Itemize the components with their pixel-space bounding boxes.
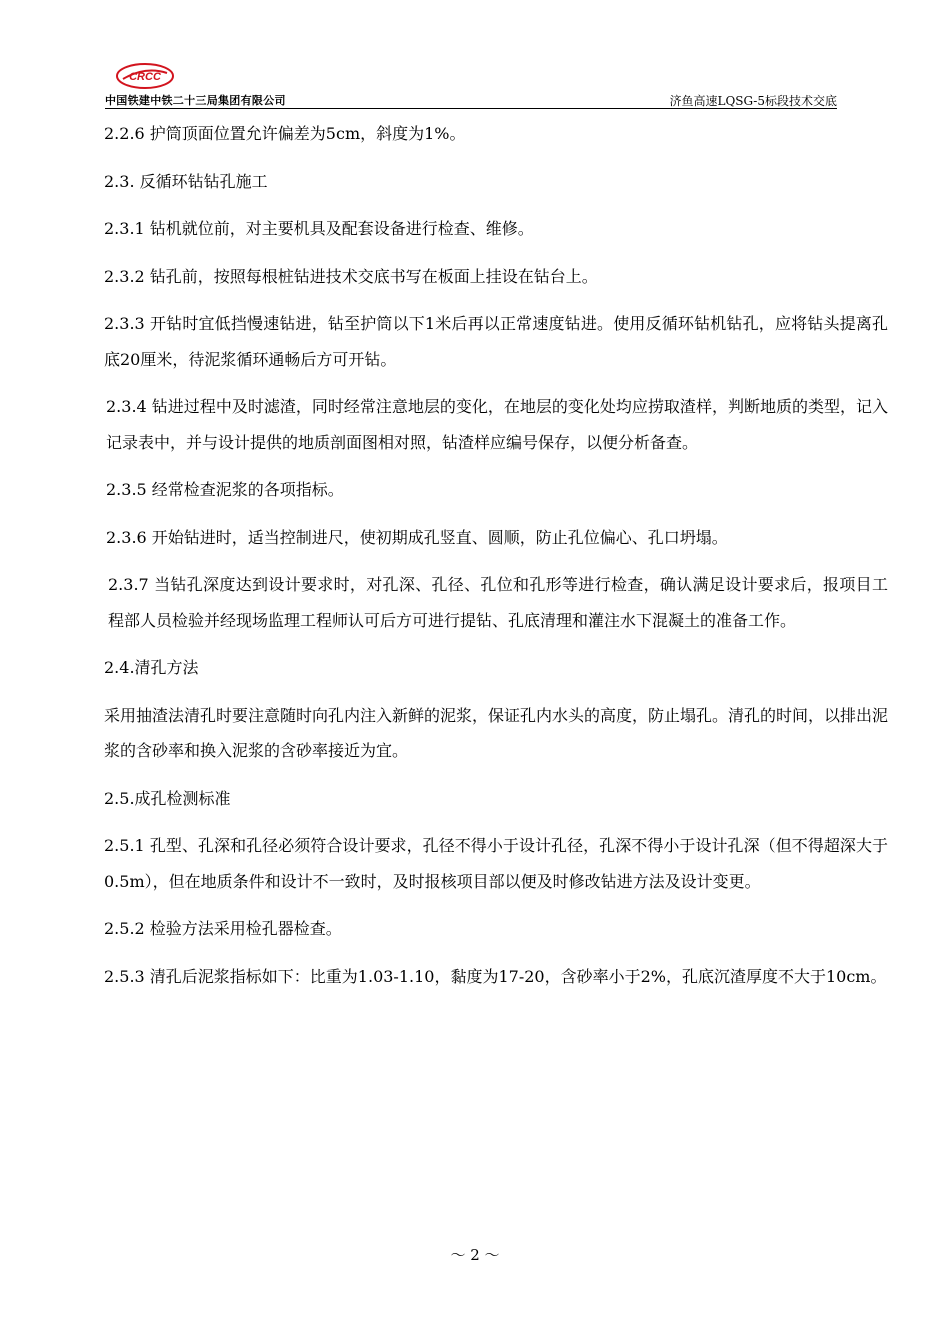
paragraph-2-3-6: 2.3.6 开始钻进时，适当控制进尺，使初期成孔竖直、圆顺，防止孔位偏心、孔口坍塌。 <box>106 527 728 547</box>
paragraph-2-3-2: 2.3.2 钻孔前，按照每根桩钻进技术交底书写在板面上挂设在钻台上。 <box>104 266 598 286</box>
paragraph-2-3-4: 2.3.4 钻进过程中及时滤渣，同时经常注意地层的变化，在地层的变化处均应捞取渣样，判断地质的类型，记入记录表中，并与设计提供的地质剖面图相对照，钻渣样应编号保存，以便分析备查。 <box>106 397 888 452</box>
paragraph-2-5-2: 2.5.2 检验方法采用检孔器检查。 <box>104 919 342 938</box>
paragraph-2-3-7: 2.3.7 当钻孔深度达到设计要求时，对孔深、孔径、孔位和孔形等进行检查，确认满足设计要求后，报项目工程部人员检验并经现场监理工程师认可后方可进行提钻、孔底清理和灌注水下混凝土的准备工作。 <box>108 575 888 630</box>
paragraph-2-3-5: 2.3.5 经常检查泥浆的各项指标。 <box>106 480 344 499</box>
heading-2-5: 2.5.成孔检测标准 <box>104 788 231 808</box>
paragraph-2-3-1: 2.3.1 钻机就位前，对主要机具及配套设备进行检查、维修。 <box>104 219 534 238</box>
paragraph-2-5-3: 2.5.3 清孔后泥浆指标如下：比重为1.03-1.10，黏度为17-20，含砂率小于2%，孔底沉渣厚度不大于10cm。 <box>104 966 887 986</box>
company-name: 中国铁建中铁二十三局集团有限公司 <box>105 94 286 107</box>
project-title: 济鱼高速LQSG-5标段技术交底 <box>669 94 837 108</box>
heading-2-4: 2.4.清孔方法 <box>104 658 199 677</box>
svg-text:CRCC: CRCC <box>129 71 161 83</box>
header-rule <box>105 108 837 109</box>
heading-2-3: 2.3. 反循环钻钻孔施工 <box>104 171 268 191</box>
crcc-logo <box>115 62 175 90</box>
page-number: ～ 2 ～ <box>450 1246 500 1264</box>
paragraph-2-2-6: 2.2.6 护筒顶面位置允许偏差为5cm，斜度为1%。 <box>104 124 466 143</box>
document-body <box>68 116 888 994</box>
paragraph-2-5-1: 2.5.1 孔型、孔深和孔径必须符合设计要求，孔径不得小于设计孔径，孔深不得小于设计孔深（但不得超深大于 0.5m），但在地质条件和设计不一致时，及时报核项目部以便及时修改钻进方法及设计变更。 <box>104 836 888 891</box>
paragraph-cleaning-method: 采用抽渣法清孔时要注意随时向孔内注入新鲜的泥浆，保证孔内水头的高度，防止塌孔。清孔的时间，以排出泥浆的含砂率和换入泥浆的含砂率接近为宜。 <box>104 705 889 760</box>
page-header <box>105 62 837 108</box>
paragraph-2-3-3: 2.3.3 开钻时宜低挡慢速钻进，钻至护筒以下1米后再以正常速度钻进。使用反循环钻机钻孔，应将钻头提离孔底20厘米，待泥浆循环通畅后方可开钻。 <box>104 314 888 369</box>
